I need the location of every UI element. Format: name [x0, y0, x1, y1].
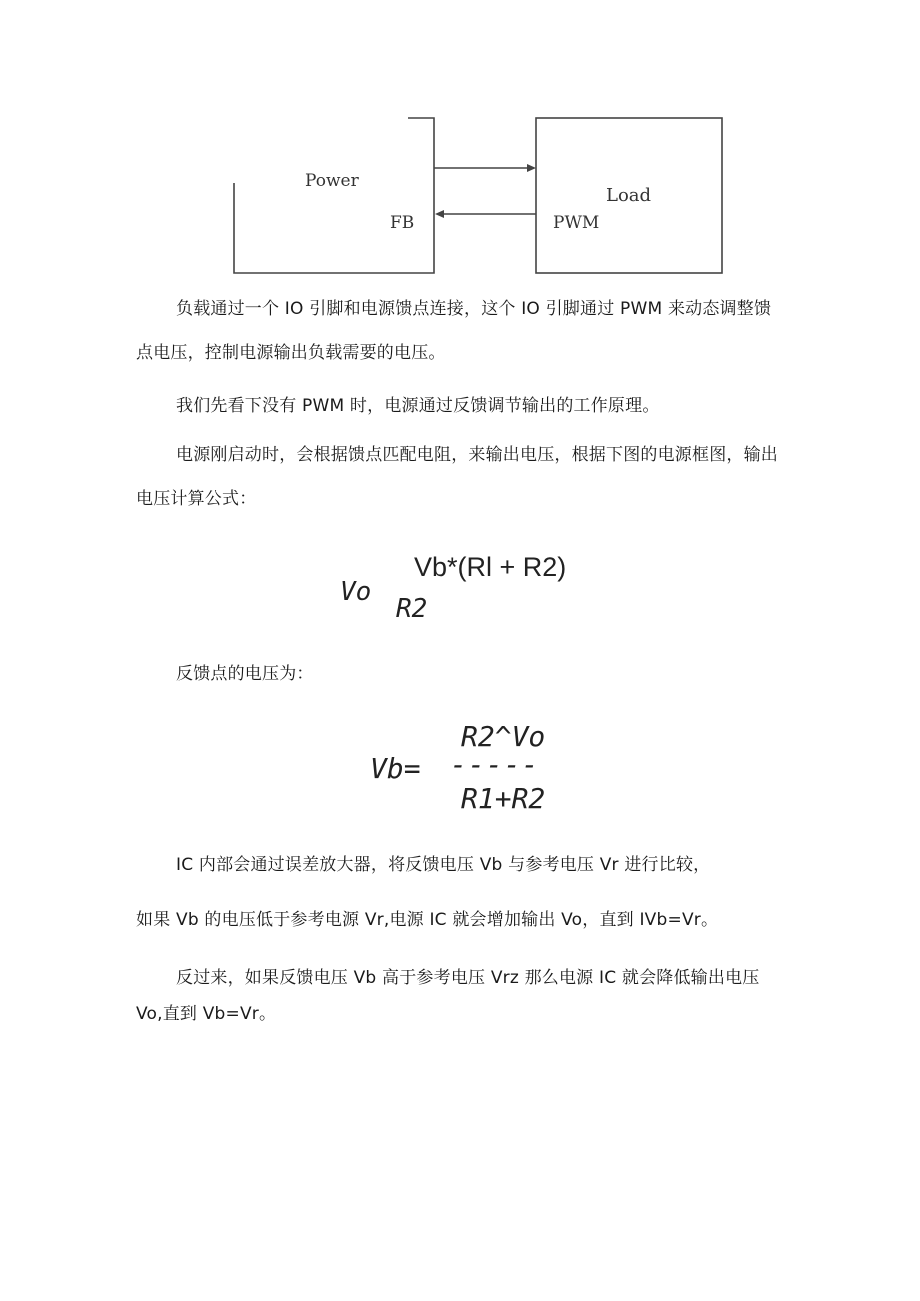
paragraph-startup: 电源刚启动时，会根据馈点匹配电阻，来输出电压，根据下图的电源框图，输出电压计算公式：: [136, 445, 778, 509]
paragraph-io-pwm: 负载通过一个 IO 引脚和电源馈点连接，这个 IO 引脚通过 PWM 来动态调整馈点电压，控制电源输出负载需要的电压。: [136, 299, 772, 363]
pwm-label: PWM: [553, 213, 600, 233]
arrowhead-left: [435, 210, 444, 218]
paragraph-no-pwm: 我们先看下没有 PWM 时，电源通过反馈调节输出的工作原理。: [176, 396, 660, 416]
power-label: Power: [305, 171, 359, 191]
arrowhead-right: [527, 164, 536, 172]
fb-label: FB: [390, 213, 415, 233]
load-label: Load: [606, 185, 652, 206]
formula2-fraction-bar: -----: [450, 748, 540, 781]
formula1-lhs: Vo: [340, 577, 372, 607]
paragraph-decrease-output: 反过来，如果反馈电压 Vb 高于参考电压 Vrz 那么电源 IC 就会降低输出电压 Vo,直到 Vb=Vr。: [136, 968, 760, 1024]
power-load-diagram: [0, 0, 920, 290]
formula1-numerator: Vb*(Rl + R2): [414, 552, 567, 582]
paragraph-feedback-voltage: 反馈点的电压为：: [176, 664, 314, 684]
formula1-denominator: R2: [396, 594, 428, 624]
formula2-denominator: R1+R2: [461, 782, 546, 815]
paragraph-error-amp: IC 内部会通过误差放大器，将反馈电压 Vb 与参考电压 Vr 进行比较，: [176, 855, 711, 875]
formula2-numerator: R2^Vo: [461, 720, 546, 753]
paragraph-increase-output: 如果 Vb 的电压低于参考电源 Vr,电源 IC 就会增加输出 Vo，直到 IVb=Vr。: [136, 910, 719, 930]
formula2-lhs: Vb=: [370, 752, 421, 785]
power-block-outline: [234, 118, 434, 273]
